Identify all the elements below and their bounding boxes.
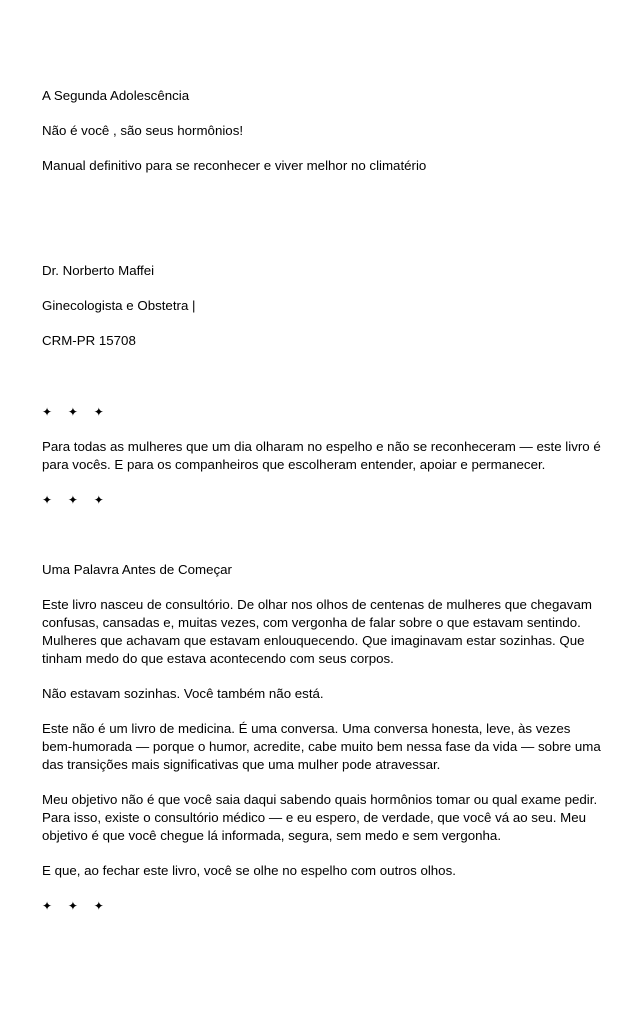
author-registration: CRM-PR 15708 [42, 333, 136, 348]
preface-paragraph: Este livro nasceu de consultório. De olhar nos olhos de centenas de mulheres que chegavam confusas, cansadas e, muitas vezes, com vergonha de falar sobre o que estavam sentindo. Mulheres que achavam que estavam enlouquecendo. Que imaginavam estar sozinhas. Que tinham medo do que estava acontecendo com seus corpos. [42, 597, 592, 666]
preface-paragraph: E que, ao fechar este livro, você se olhe no espelho com outros olhos. [42, 863, 456, 878]
book-subtitle: Não é você , são seus hormônios! [42, 123, 244, 138]
document-content [42, 87, 602, 915]
dedication-text: Para todas as mulheres que um dia olharam no espelho e não se reconheceram — este livro é para vocês. E para os companheiros que escolheram entender, apoiar e permanecer. [42, 439, 601, 472]
separator-ornament: ✦ ✦ ✦ [42, 405, 110, 419]
separator-ornament: ✦ ✦ ✦ [42, 899, 110, 913]
separator-ornament: ✦ ✦ ✦ [42, 493, 110, 507]
book-title: A Segunda Adolescência [42, 88, 190, 103]
preface-paragraph: Meu objetivo não é que você saia daqui sabendo quais hormônios tomar ou qual exame pedir. Para isso, existe o consultório médico — e eu espero, de verdade, que você vá ao seu. Meu objetivo é que você chegue lá informada, segura, sem medo e sem vergonha. [42, 792, 598, 843]
preface-paragraph: Este não é um livro de medicina. É uma conversa. Uma conversa honesta, leve, às vezes bem-humorada — porque o humor, acredite, cabe muito bem nessa fase da vida — sobre uma das transições mais significativas que uma mulher pode atravessar. [42, 721, 601, 772]
author-name: Dr. Norberto Maffei [42, 263, 155, 278]
preface-paragraph: Não estavam sozinhas. Você também não está. [42, 686, 324, 701]
book-tagline: Manual definitivo para se reconhecer e viver melhor no climatério [42, 158, 427, 173]
author-specialty: Ginecologista e Obstetra | [42, 298, 196, 313]
preface-heading: Uma Palavra Antes de Começar [42, 562, 232, 577]
